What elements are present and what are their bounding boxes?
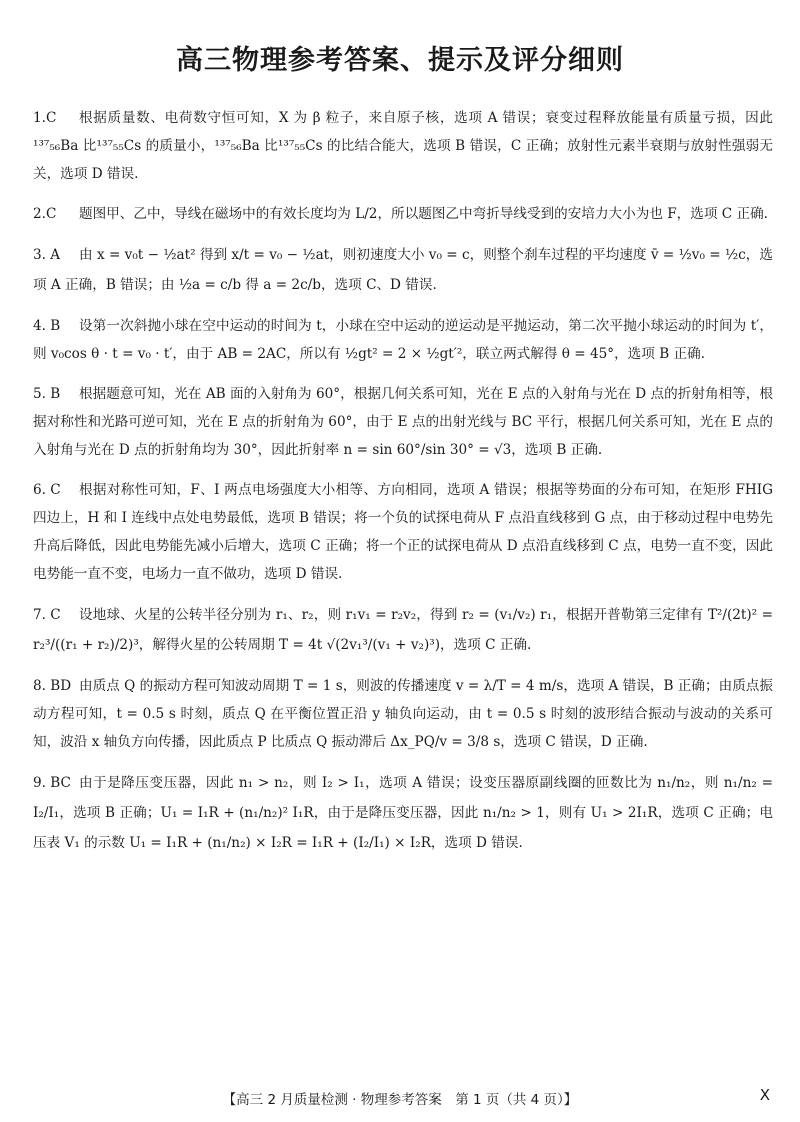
answer-item-1 xyxy=(33,104,773,188)
answer-item-2 xyxy=(33,200,773,228)
answer-text: 由 x = v₀t − ½at² 得到 x/t = v₀ − ½at，则初速度大小 v₀ = c，则整个刹车过程的平均速度 v̄ = ½v₀ = ½c，选项 A 正确，B 错误；由 ½a = c/b 得 a = 2c/b，选项 C、D 错误. xyxy=(33,247,773,293)
answer-item-5 xyxy=(33,380,773,464)
answer-number: 3. A xyxy=(33,247,61,263)
answer-number: 8. BD xyxy=(33,678,72,694)
answer-number: 5. B xyxy=(33,386,61,402)
answer-item-7 xyxy=(33,600,773,660)
answer-number: 9. BC xyxy=(33,775,71,791)
answer-text: 题图甲、乙中，导线在磁场中的有效长度均为 L/2，所以题图乙中弯折导线受到的安培力大小为也 F，选项 C 正确. xyxy=(79,206,769,222)
answer-text: 根据质量数、电荷数守恒可知，X 为 β 粒子，来自原子核，选项 A 错误；衰变过程释放能量有质量亏损，因此¹³⁷₅₆Ba 比¹³⁷₅₅Cs 的质量小，¹³⁷₅₆Ba 比¹³⁷₅₅Cs 的比结合能大，选项 B 错误，C 正确；放射性元素半衰期与放射性强弱无关，选项 D 错误. xyxy=(33,110,773,182)
answer-number: 4. B xyxy=(33,318,61,334)
answer-number: 6. C xyxy=(33,482,61,498)
answer-text: 设第一次斜抛小球在空中运动的时间为 t，小球在空中运动的逆运动是平抛运动，第二次平抛小球运动的时间为 t′，则 v₀cos θ · t = v₀ · t′，由于 AB = 2AC，所以有 ½gt² = 2 × ½gt′²，联立两式解得 θ = 45°，选项 B 正确. xyxy=(33,318,773,362)
answer-text: 由于是降压变压器，因此 n₁ > n₂，则 I₂ > I₁，选项 A 错误；设变压器原副线圈的匝数比为 n₁/n₂，则 n₁/n₂ = I₂/I₁，选项 B 正确；U₁ = I₁R + (n₁/n₂)² I₁R，由于是降压变压器，因此 n₁/n₂ > 1，则有 U₁ > 2I₁R，选项 C 正确；电压表 V₁ 的示数 U₁ = I₁R + (n₁/n₂) × I₂R = I₁R + (I₂/I₁) × I₂R，选项 D 错误. xyxy=(33,775,773,851)
answer-text: 根据对称性可知，F、I 两点电场强度大小相等、方向相同，选项 A 错误；根据等势面的分布可知，在矩形 FHIG 四边上，H 和 I 连线中点处电势最低，选项 B 错误；将一个负的试探电荷从 F 点沿直线移到 G 点，由于移动过程中电势先升高后降低，因此电势能先减小后增大，选项 C 正确；将一个正的试探电荷从 D 点沿直线移到 C 点，电势一直不变，因此电势能一直不变，电场力一直不做功，选项 D 错误. xyxy=(33,482,773,582)
answer-list xyxy=(33,104,773,870)
answer-number: 2.C xyxy=(33,206,57,222)
answer-number: 7. C xyxy=(33,607,61,623)
answer-item-6 xyxy=(33,476,773,588)
answer-item-9 xyxy=(33,768,773,858)
answer-text: 设地球、火星的公转半径分别为 r₁、r₂，则 r₁v₁ = r₂v₂，得到 r₂ = (v₁/v₂) r₁，根据开普勒第三定律有 T²/(2t)² = r₂³/((r₁ + r₂)/2)³，解得火星的公转周期 T = 4t √(2v₁³/(v₁ + v₂)³)，选项 C 正确. xyxy=(33,607,773,653)
footer-version-mark: X xyxy=(759,1086,770,1104)
answer-item-3 xyxy=(33,240,773,300)
answer-text: 根据题意可知，光在 AB 面的入射角为 60°，根据几何关系可知，光在 E 点的入射角与光在 D 点的折射角相等，根据对称性和光路可逆可知，光在 E 点的折射角为 60°，由于 E 点的出射光线与 BC 平行，根据几何关系可知，光在 E 点的入射角与光在 D 点的折射角均为 30°，因此折射率 n = sin 60°/sin 30° = √3，选项 B 正确. xyxy=(33,386,773,458)
page-title: 高三物理参考答案、提示及评分细则 xyxy=(176,45,624,76)
page-footer: 【高三 2 月质量检测 · 物理参考答案 第 1 页（共 4 页）】 xyxy=(222,1092,578,1108)
answer-item-4 xyxy=(33,312,773,368)
answer-item-8 xyxy=(33,672,773,756)
answer-text: 由质点 Q 的振动方程可知波动周期 T = 1 s，则波的传播速度 v = λ/T = 4 m/s，选项 A 错误，B 正确；由质点振动方程可知，t = 0.5 s 时刻，质点 Q 在平衡位置正沿 y 轴负向运动，由 t = 0.5 s 时刻的波形结合振动与波动的关系可知，波沿 x 轴负方向传播，因此质点 P 比质点 Q 振动滞后 Δx_PQ/v = 3/8 s，选项 C 错误，D 正确. xyxy=(33,678,773,750)
answer-number: 1.C xyxy=(33,110,57,126)
